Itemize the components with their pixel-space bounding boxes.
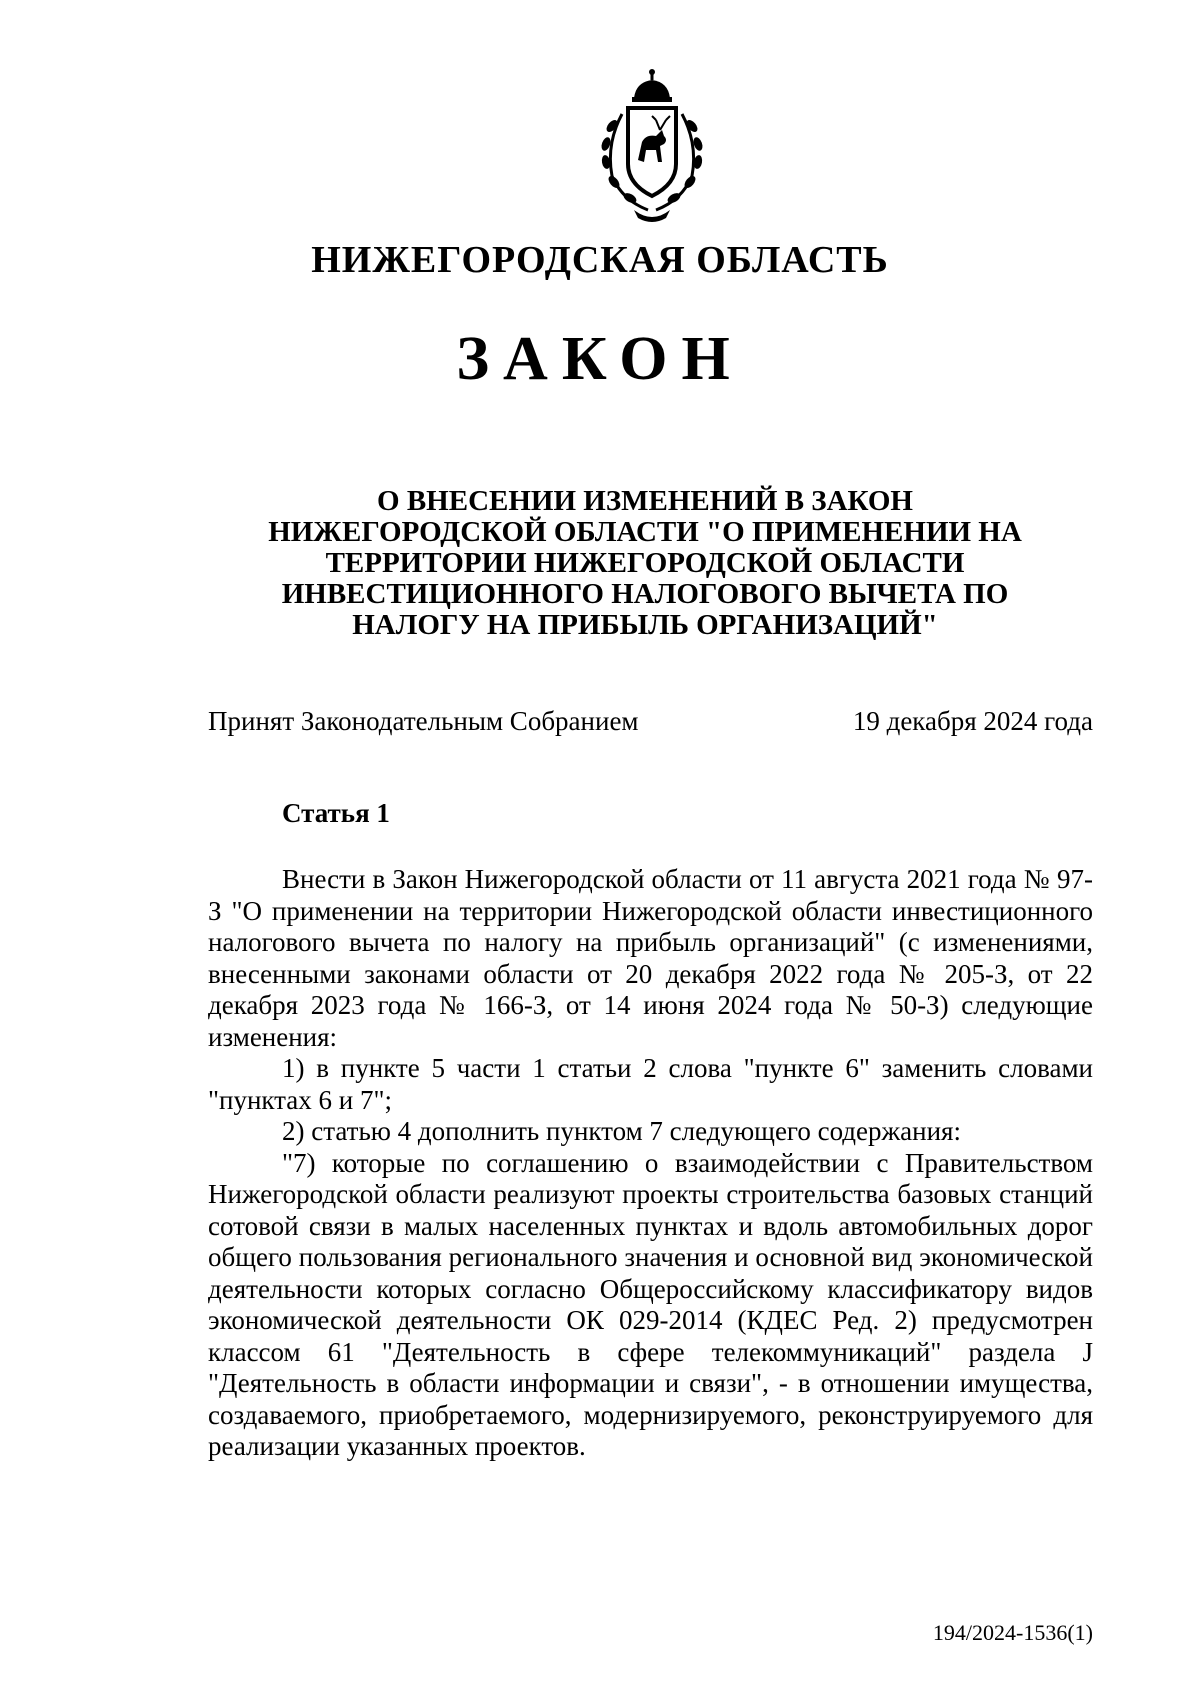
coat-of-arms-emblem-icon bbox=[572, 64, 732, 224]
adoption-line bbox=[208, 706, 1093, 737]
article-paragraph: Внести в Закон Нижегородской области от 11 августа 2021 года № 97-З "О применении на территории Нижегородской области инвестиционного налогового вычета по налогу на прибыль организаций" (с изменениями, внесенными законами области от 20 декабря 2022 года № 205-З, от 22 декабря 2023 года № 166-З, от 14 июня 2024 года № 50-З) следующие изменения: bbox=[208, 864, 1093, 1052]
article-heading: Статья 1 bbox=[282, 798, 390, 828]
document-type: ЗАКОН bbox=[456, 325, 744, 393]
adoption-date: 19 декабря 2024 года bbox=[852, 706, 1093, 736]
region-name: НИЖЕГОРОДСКАЯ ОБЛАСТЬ bbox=[311, 239, 889, 281]
article-body bbox=[208, 864, 1093, 1463]
adopted-by: Принят Законодательным Собранием bbox=[208, 706, 639, 736]
document-number: 194/2024-1536(1) bbox=[932, 1620, 1093, 1645]
article-paragraph: 2) статью 4 дополнить пунктом 7 следующего содержания: bbox=[282, 1116, 961, 1146]
article-paragraph: 1) в пункте 5 части 1 статьи 2 слова "пункте 6" заменить словами "пунктах 6 и 7"; bbox=[208, 1053, 1093, 1115]
law-title: О ВНЕСЕНИИ ИЗМЕНЕНИЙ В ЗАКОН НИЖЕГОРОДСКОЙ ОБЛАСТИ "О ПРИМЕНЕНИИ НА ТЕРРИТОРИИ НИЖЕГОРОДСКОЙ ОБЛАСТИ ИНВЕСТИЦИОННОГО НАЛОГОВОГО ВЫЧЕТА ПО НАЛОГУ НА ПРИБЫЛЬ ОРГАНИЗАЦИЙ" bbox=[268, 485, 1022, 641]
article-paragraph: "7) которые по соглашению о взаимодействии с Правительством Нижегородской области реализуют проекты строительства базовых станций сотовой связи в малых населенных пунктах и вдоль автомобильных дорог общего пользования регионального значения и основной вид экономической деятельности которых согласно Общероссийскому классификатору видов экономической деятельности ОК 029-2014 (КДЕС Ред. 2) предусмотрен классом 61 "Деятельность в сфере телекоммуникаций" раздела J "Деятельность в области информации и связи", - в отношении имущества, создаваемого, приобретаемого, модернизируемого, реконструируемого для реализации указанных проектов. bbox=[208, 1147, 1093, 1461]
